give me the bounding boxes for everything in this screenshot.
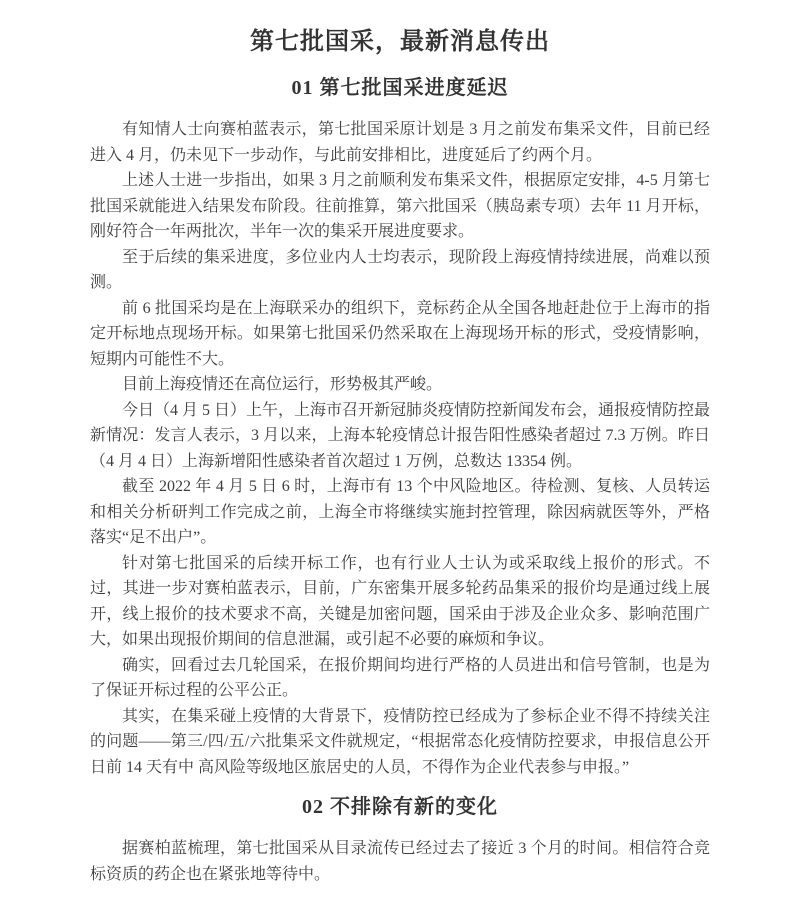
paragraph: 确实，回看过去几轮国采，在报价期间均进行严格的人员进出和信号管制，也是为了保证开标过程的公平公正。 xyxy=(90,656,710,699)
section-heading-02: 02 不排除有新的变化 xyxy=(302,796,498,818)
paragraph: 截至 2022 年 4 月 5 日 6 时，上海市有 13 个中风险地区。待检测、复核、人员转运和相关分析研判工作完成之前，上海全市将继续实施封控管理，除因病就医等外，严格落实“足不出户”。 xyxy=(90,478,710,546)
paragraph: 至于后续的集采进度，多位业内人士均表示，现阶段上海疫情持续进展，尚难以预测。 xyxy=(90,248,710,291)
paragraph: 目前上海疫情还在高位运行，形势极其严峻。 xyxy=(122,376,443,393)
paragraph: 上述人士进一步指出，如果 3 月之前顺利发布集采文件，根据原定安排，4-5 月第七批国采就能进入结果发布阶段。往前推算，第六批国采（胰岛素专项）去年 11 月开标，刚好符合一年两批次，半年一次的集采开展进度要求。 xyxy=(90,172,710,240)
paragraph: 今日（4 月 5 日）上午，上海市召开新冠肺炎疫情防控新闻发布会，通报疫情防控最新情况：发言人表示，3 月以来，上海本轮疫情总计报告阳性感染者超过 7.3 万例。昨日（4 月 4 日）上海新增阳性感染者首次超过 1 万例，总数达 13354 例。 xyxy=(90,401,711,470)
paragraph: 据赛柏蓝梳理，第七批国采从目录流传已经过去了接近 3 个月的时间。相信符合竞标资质的药企也在紧张地等待中。 xyxy=(90,840,710,883)
paragraph: 前 6 批国采均是在上海联采办的组织下，竞标药企从全国各地赶赴位于上海市的指定开标地点现场开标。如果第七批国采仍然采取在上海现场开标的形式，受疫情影响，短期内可能性不大。 xyxy=(90,299,710,368)
paragraph: 针对第七批国采的后续开标工作，也有行业人士认为或采取线上报价的形式。不过，其进一步对赛柏蓝表示，目前，广东密集开展多轮药品集采的报价均是通过线上展开，线上报价的技术要求不高，关键是加密问题，国采由于涉及企业众多、影响范围广大，如果出现报价期间的信息泄漏，或引起不必要的麻烦和争议。 xyxy=(90,554,710,648)
section-heading-01: 01 第七批国采进度延迟 xyxy=(291,77,509,99)
document-content xyxy=(90,0,710,887)
paragraph: 有知情人士向赛柏蓝表示，第七批国采原计划是 3 月之前发布集采文件，目前已经进入 4 月，仍未见下一步动作，与此前安排相比，进度延后了约两个月。 xyxy=(90,121,710,164)
paragraph: 其实，在集采碰上疫情的大背景下，疫情防控已经成为了参标企业不得不持续关注的问题——第三/四/五/六批集采文件就规定，“根据常态化疫情防控要求，申报信息公开日前 14 天有中 高风险等级地区旅居史的人员，不得作为企业代表参与申报。” xyxy=(90,707,710,776)
document-title: 第七批国采，最新消息传出 xyxy=(250,29,550,55)
